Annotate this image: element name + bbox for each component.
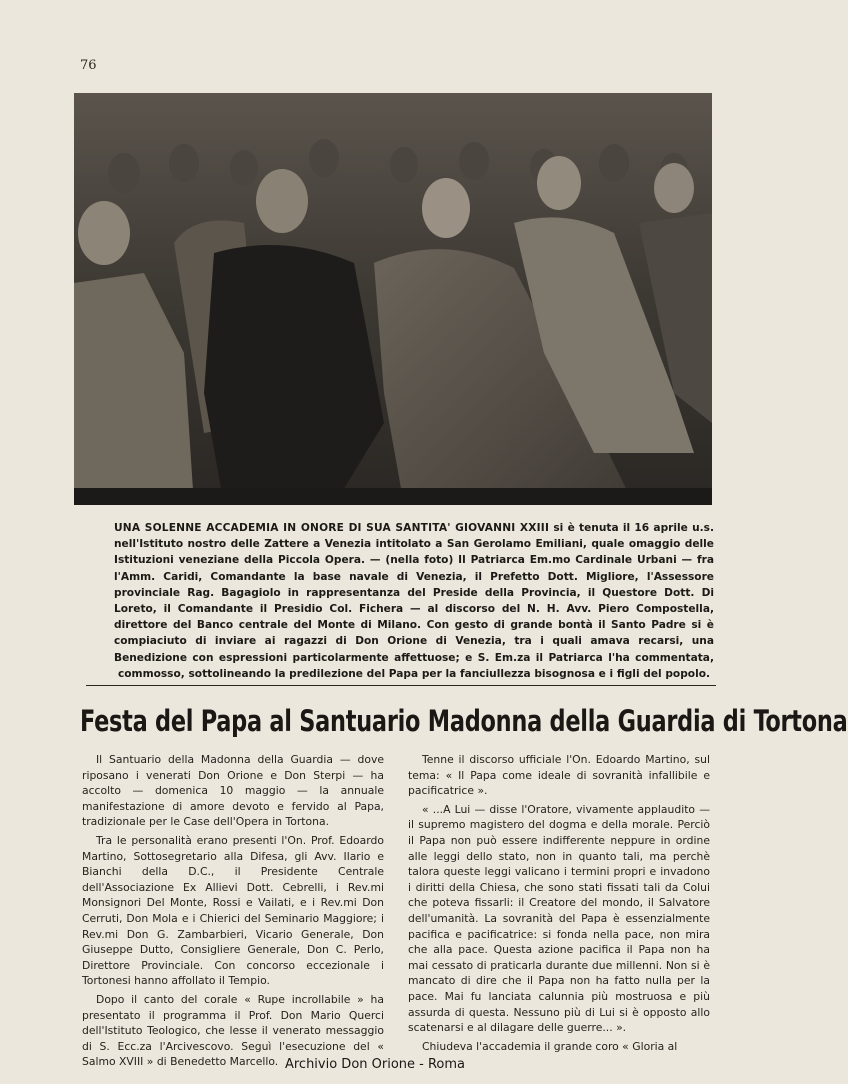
caption-lead: UNA SOLENNE ACCADEMIA IN ONORE DI SUA SANTITA' GIOVANNI XXIII [114,522,550,534]
photo-caption [114,520,714,682]
page-number: 76 [80,58,97,73]
paragraph: « ...A Lui — disse l'Oratore, vivamente applaudito — il supremo magistero del dogma e della morale. Perciò il Papa non può essere indifferente neppure in ordine alle leggi dello stato, non in quanto tali, ma perchè talora queste leggi valicano i termini propri e invadono i diritti della Chiesa, che sono stati fissati tali da Colui che poteva fissarli: il Creatore del mondo, il Salvatore dell'umanità. La sovranità del Papa è essenzialmente pacifica e pacificatrice: si fonda nella pace, non mira che alla pace. Questa azione pacifica il Papa non ha mai cessato di praticarla durante due millenni. Non si è mancato di dire che il Papa non ha fatto nulla per la pace. Mai fu lanciata calunnia più mostruosa e più assurda di questa. Nessuno più di Lui si è opposto allo scatenarsi e al dilagare delle guerre... ». [408,802,710,1035]
section-divider [86,685,716,686]
article-right-column [408,752,710,1057]
paragraph: Tenne il discorso ufficiale l'On. Edoardo Martino, sul tema: « Il Papa come ideale di sovranità infallibile e pacificatrice ». [408,753,710,798]
article-headline: Festa del Papa al Santuario Madonna della Guardia di Tortona [80,704,848,738]
article-left-column [82,752,384,1073]
paragraph: Il Santuario della Madonna della Guardia — dove riposano i venerati Don Orione e Don Sterpi — ha accolto — domenica 10 maggio — la annuale manifestazione di amore devoto e fervido al Papa, tradizionale per le Case dell'Opera in Tortona. [82,753,384,829]
event-photograph [74,93,712,505]
paragraph: Dopo il canto del corale « Rupe incrollabile » ha presentato il programma il Prof. Don Mario Querci dell'Istituto Teologico, che lesse il venerato messaggio di S. Ecc.za l'Arcivescovo. Seguì l'esecuzione del « Salmo XVIII » di Benedetto Marcello. [82,992,384,1069]
photo-icon [74,93,712,505]
caption-text: si è tenuta il 16 aprile u.s. nell'Istituto nostro delle Zattere a Venezia intitolato a San Gerolamo Emiliani, quale omaggio delle Istituzioni veneziane della Piccola Opera. — (nella foto) Il Patriarca Em.mo Cardinale Urbani — fra l'Amm. Caridi, Comandante la base navale di Venezia, il Prefetto Dott. Migliore, l'Assessore provinciale Rag. Bagagiolo in rappresentanza del Preside della Provincia, il Questore Dott. Di Loreto, il Comandante il Presidio Col. Fichera — al discorso del N. H. Avv. Piero Compostella, direttore del Banco centrale del Monte di Milano. Con gesto di grande bontà il Santo Padre si è compiaciuto di inviare ai ragazzi di Don Orione di Venezia, tra i quali amava recarsi, una Benedizione con espressioni particolarmente affettuose; e S. Em.za il Patriarca l'ha commentata, commosso, sottolineando la predilezione del Papa per la fanciullezza bisognosa e i figli del popolo. [114,522,714,680]
paragraph: Chiudeva l'accademia il grande coro « Gloria al [422,1039,678,1053]
archive-footer: Archivio Don Orione - Roma [284,1057,466,1072]
paragraph: Tra le personalità erano presenti l'On. Prof. Edoardo Martino, Sottosegretario alla Difesa, gli Avv. Ilario e Bianchi della D.C., il Presidente Centrale dell'Associazione Ex Allievi Dott. Cebrelli, i Rev.mi Monsignori Del Monte, Rossi e Vailati, e i Rev.mi Don Cerruti, Don Mola e i Chierici del Seminario Maggiore; i Rev.mi Don G. Zambarbieri, Vicario Generale, Don Giuseppe Dutto, Consigliere Generale, Don C. Perlo, Direttore Provinciale. Con concorso eccezionale i Tortonesi hanno affollato il Tempio. [82,833,384,988]
